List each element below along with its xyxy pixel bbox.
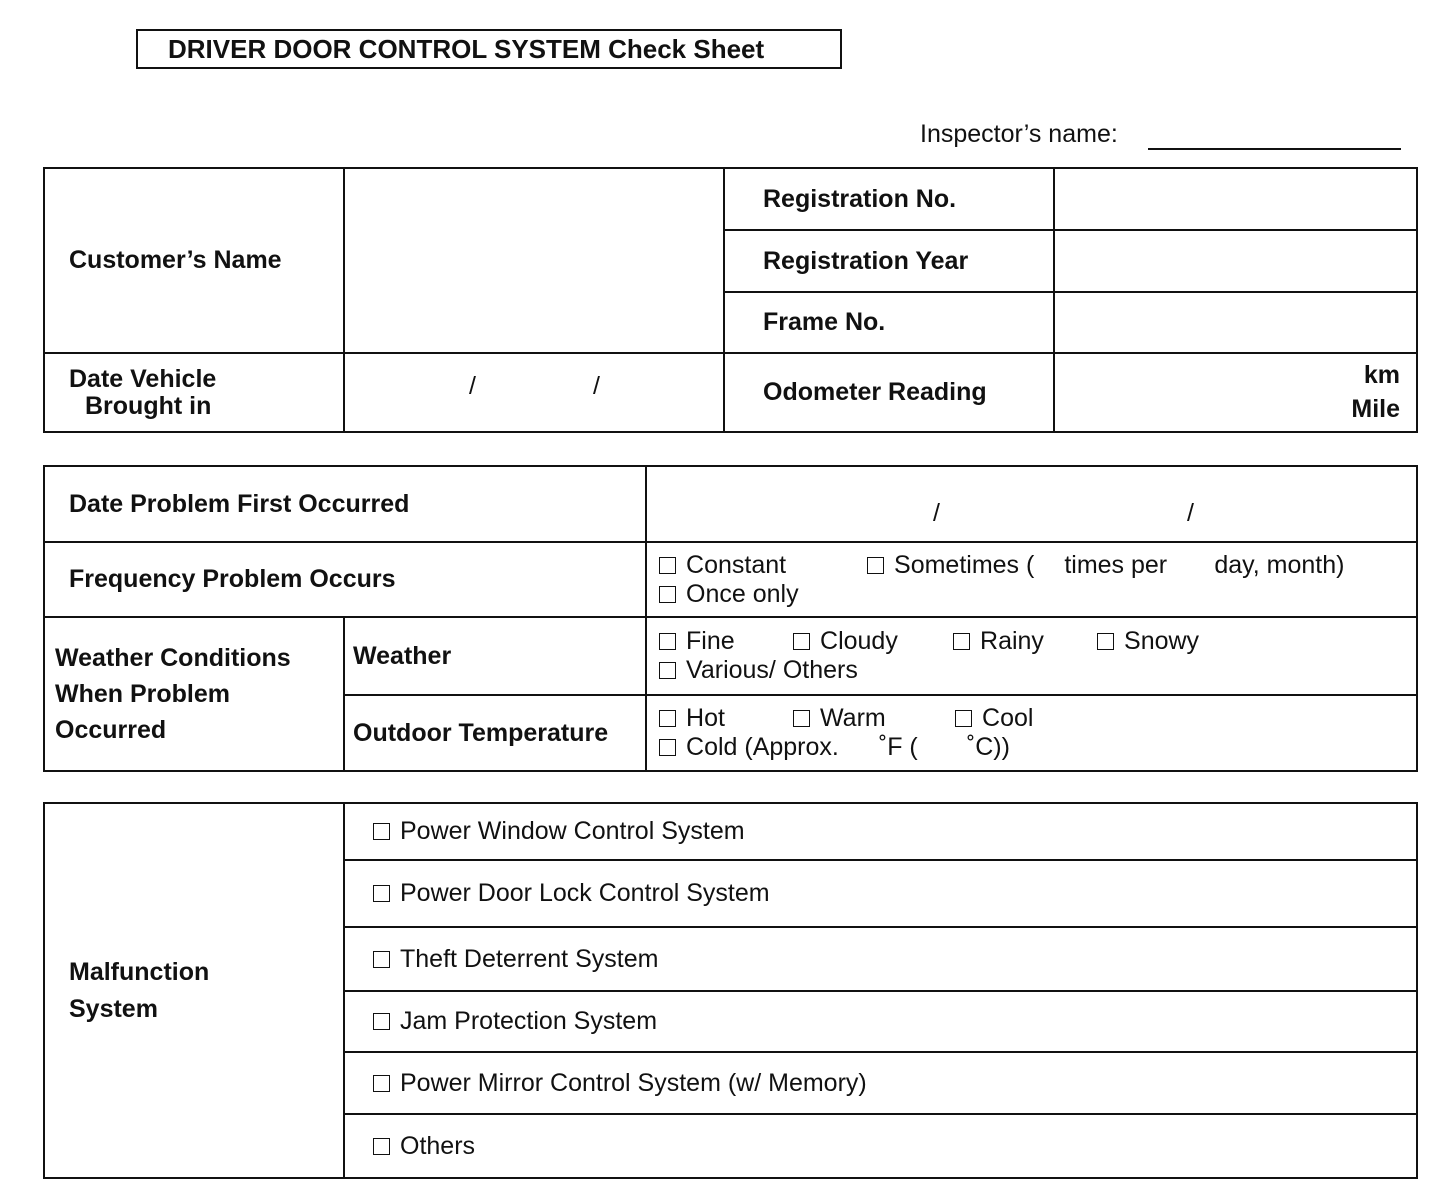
temp-warm-option[interactable]: Warm [793, 704, 955, 733]
temp-celsius: ˚C)) [966, 733, 1010, 761]
checkbox[interactable] [373, 1075, 390, 1092]
customer-name-label: Customer’s Name [44, 168, 344, 353]
weather-various-option[interactable]: Various/ Others [659, 656, 1416, 685]
registration-no-field[interactable] [1054, 168, 1417, 230]
freq-times-per: times per [1064, 550, 1168, 579]
freq-sometimes-option[interactable]: Sometimes ( [867, 551, 1034, 579]
date-separator: / [1187, 499, 1194, 527]
date-first-field[interactable] [646, 466, 1417, 542]
weather-rainy-option[interactable]: Rainy [953, 627, 1097, 656]
malfunction-option-power-mirror[interactable]: Power Mirror Control System (w/ Memory) [344, 1052, 1417, 1114]
checkbox[interactable] [373, 1138, 390, 1155]
customer-name-field[interactable] [344, 168, 724, 353]
checkbox[interactable] [373, 951, 390, 968]
odometer-field[interactable] [1054, 353, 1417, 432]
weather-snowy-option[interactable]: Snowy [1097, 627, 1199, 655]
inspector-name-field[interactable] [1148, 148, 1401, 150]
checkbox[interactable] [1097, 633, 1114, 650]
weather-conditions-label: Weather Conditions When Problem Occurred [44, 617, 344, 771]
freq-once-option[interactable]: Once only [659, 580, 1416, 609]
weather-options [646, 617, 1417, 695]
checkbox[interactable] [373, 885, 390, 902]
checkbox[interactable] [953, 633, 970, 650]
unit-km: km [1363, 361, 1400, 389]
problem-conditions-table [43, 465, 1418, 772]
registration-year-field[interactable] [1054, 230, 1417, 292]
checkbox[interactable] [867, 557, 884, 574]
malfunction-table [43, 802, 1418, 1179]
frequency-options [646, 542, 1417, 617]
temp-fahrenheit: ˚F ( [878, 733, 918, 761]
malfunction-option-jam-protection[interactable]: Jam Protection System [344, 991, 1417, 1052]
frame-no-label: Frame No. [724, 292, 1054, 353]
malfunction-system-label: Malfunction System [44, 803, 344, 1178]
unit-mile: Mile [1351, 395, 1400, 423]
checkbox[interactable] [793, 710, 810, 727]
frequency-label: Frequency Problem Occurs [44, 542, 646, 617]
date-vehicle-label: Date Vehicle Brought in [44, 353, 344, 432]
date-separator: / [593, 372, 600, 400]
weather-label: Weather [344, 617, 646, 695]
temp-hot-option[interactable]: Hot [659, 704, 793, 733]
malfunction-option-power-window[interactable]: Power Window Control System [344, 803, 1417, 860]
vehicle-info-table [43, 167, 1418, 433]
date-vehicle-field[interactable] [344, 353, 724, 432]
malfunction-option-others[interactable]: Others [344, 1114, 1417, 1178]
page-title: DRIVER DOOR CONTROL SYSTEM Check Sheet [136, 29, 842, 69]
inspector-name-label: Inspector’s name: [920, 120, 1118, 148]
checkbox[interactable] [373, 823, 390, 840]
checkbox[interactable] [659, 557, 676, 574]
checkbox[interactable] [373, 1013, 390, 1030]
outdoor-temperature-label: Outdoor Temperature [344, 695, 646, 771]
frame-no-field[interactable] [1054, 292, 1417, 353]
checkbox[interactable] [659, 710, 676, 727]
checkbox[interactable] [659, 586, 676, 603]
registration-year-label: Registration Year [724, 230, 1054, 292]
freq-constant-option[interactable]: Constant [659, 551, 867, 580]
checkbox[interactable] [659, 633, 676, 650]
temp-cool-option[interactable]: Cool [955, 704, 1033, 732]
date-separator: / [469, 372, 476, 400]
malfunction-option-door-lock[interactable]: Power Door Lock Control System [344, 860, 1417, 927]
checkbox[interactable] [793, 633, 810, 650]
malfunction-option-theft-deterrent[interactable]: Theft Deterrent System [344, 927, 1417, 991]
registration-no-label: Registration No. [724, 168, 1054, 230]
weather-cloudy-option[interactable]: Cloudy [793, 627, 953, 656]
freq-day-month: day, month) [1214, 550, 1345, 579]
checkbox[interactable] [955, 710, 972, 727]
date-first-label: Date Problem First Occurred [44, 466, 646, 542]
checkbox[interactable] [659, 739, 676, 756]
weather-fine-option[interactable]: Fine [659, 627, 793, 656]
date-separator: / [933, 499, 940, 527]
temp-cold-option[interactable]: Cold (Approx. [659, 733, 839, 761]
odometer-label: Odometer Reading [724, 353, 1054, 432]
checkbox[interactable] [659, 662, 676, 679]
temperature-options [646, 695, 1417, 771]
